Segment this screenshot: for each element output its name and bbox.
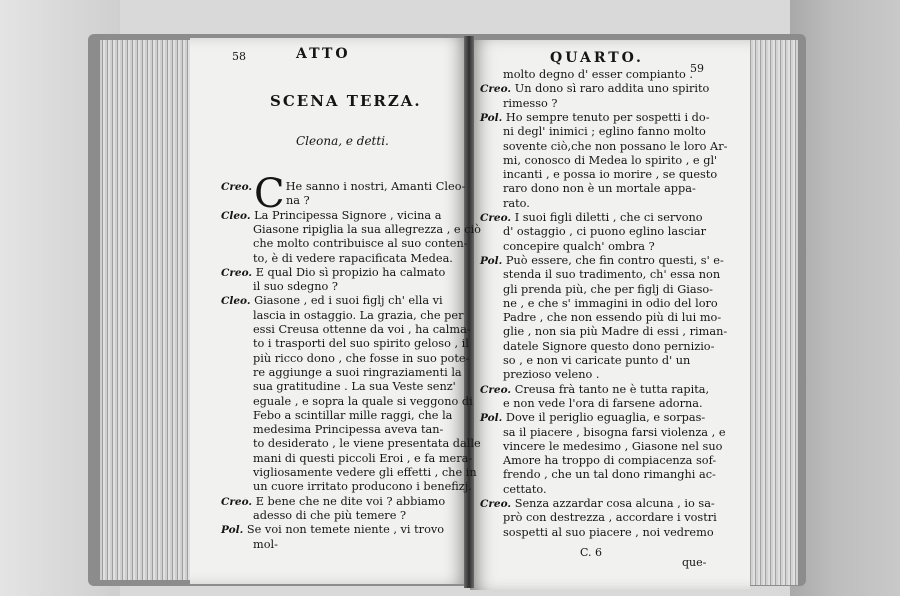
speaker-label: Creo.: [480, 383, 515, 396]
text-line: [503, 182, 696, 195]
text-line: [221, 266, 445, 280]
scene-title: SCENA TERZA.: [270, 92, 422, 110]
text-line: [253, 437, 481, 450]
line-text: glie , non sia più Madre di essi , riman-: [503, 325, 728, 339]
text-line: [253, 480, 472, 493]
text-line: [221, 294, 443, 308]
line-text: La Principessa Signore , vicina a: [254, 208, 442, 222]
line-text: vigliosamente vedere gli effetti , che in: [253, 466, 477, 479]
scene-persons: Cleona, e detti.: [296, 134, 389, 148]
line-text: cettato.: [503, 482, 547, 496]
text-line: [503, 454, 716, 467]
line-text: un cuore irritato producono i benefizj.: [253, 480, 472, 494]
line-text: e non vede l'ora di farsene adorna.: [503, 396, 703, 410]
text-line: [253, 309, 464, 322]
signature-mark: C. 6: [580, 546, 603, 559]
line-text: prezioso veleno .: [503, 368, 600, 382]
page-edges-left: [100, 40, 190, 580]
line-text: sua gratitudine . La sua Veste senz': [253, 380, 456, 394]
line-text: adesso di che più temere ?: [253, 508, 407, 522]
speaker-label: Creo.: [221, 266, 256, 279]
line-text: rimesso ?: [503, 96, 558, 110]
line-text: più ricco dono , che fosse in suo pote-: [253, 351, 470, 365]
line-text: incanti , e possa io morire , se questo: [503, 168, 718, 182]
text-line: [480, 383, 709, 397]
text-line: [253, 466, 477, 479]
text-line: [503, 368, 600, 381]
book-gutter: [464, 36, 474, 588]
line-text: E qual Dio sì propizio ha calmato: [255, 265, 446, 279]
text-line: [503, 97, 557, 110]
text-line: [503, 240, 655, 253]
text-line: [221, 495, 445, 509]
line-text: che molto contribuisce al suo conten-: [253, 237, 468, 251]
text-line: [480, 82, 709, 96]
text-line: [253, 452, 472, 465]
line-text: Ho sempre tenuto per sospetti i do-: [505, 110, 710, 124]
text-line: [480, 211, 703, 225]
line-text: I suoi figli diletti , che ci servono: [514, 211, 703, 224]
line-text: Padre , che non essendo più di lui mo-: [503, 311, 722, 325]
line-text: eguale , e sopra la quale si veggono di: [253, 394, 473, 408]
text-line: [503, 340, 714, 353]
text-line: [253, 380, 456, 393]
text-line: [286, 194, 310, 207]
line-text: He sanno i nostri, Amanti Cleo-: [285, 180, 466, 193]
line-text: to desiderato , le viene presentata dalle: [253, 437, 481, 451]
left-running-header: ATTO: [296, 46, 351, 62]
speaker-label: Pol.: [480, 412, 506, 425]
line-text: raro dono non è un mortale appa-: [503, 182, 696, 196]
text-line: [503, 283, 713, 296]
line-text: vincere le medesimo , Giasone nel suo: [503, 439, 723, 453]
line-text: mol-: [253, 537, 278, 551]
text-line: [221, 209, 441, 223]
line-text: Un dono sì raro addita uno spirito: [514, 82, 710, 96]
speaker-label: Creo.: [221, 495, 256, 508]
line-text: re aggiunge a suoi ringraziamenti la: [253, 365, 462, 379]
text-line: [503, 511, 717, 524]
text-line: [503, 168, 717, 181]
line-text: na ?: [286, 194, 310, 208]
text-line: [253, 223, 481, 236]
line-text: concepire qualch' ombra ?: [503, 239, 655, 253]
text-line: [221, 180, 465, 194]
speaker-label: Creo.: [480, 498, 515, 510]
text-line: [503, 225, 706, 238]
speaker-label: Creo.: [480, 212, 515, 224]
text-line: [480, 497, 715, 511]
text-line: [253, 280, 338, 293]
text-line: [503, 125, 706, 138]
line-text: essi Creusa ottenne da voi , ha calma-: [253, 323, 471, 336]
line-text: datele Signore questo dono pernizio-: [503, 339, 715, 353]
text-line: [503, 483, 547, 496]
text-line: [253, 323, 471, 336]
line-text: sospetti al suo piacere , noi vedremo: [503, 525, 714, 539]
text-line: [480, 254, 724, 268]
text-line: [480, 411, 705, 425]
text-line: [503, 426, 726, 439]
text-line: [503, 68, 693, 81]
text-line: [253, 237, 468, 250]
line-text: sovente ciò,che non possano le loro Ar-: [503, 139, 728, 153]
page-edges-right: [748, 40, 798, 585]
text-line: [253, 252, 453, 265]
text-line: [503, 440, 722, 453]
text-line: [253, 409, 452, 422]
speaker-label: Cleo.: [221, 209, 255, 222]
line-text: Febo a scintillar mille raggi, che la: [253, 408, 453, 422]
text-line: [503, 397, 703, 410]
speaker-label: Pol.: [221, 524, 247, 537]
line-text: Giasone ripiglia la sua allegrezza , e ciò: [253, 222, 481, 236]
line-text: to, è di vedere rapacificata Medea.: [253, 251, 453, 265]
right-page-number: 59: [690, 62, 704, 75]
text-line: [253, 509, 406, 522]
line-text: d' ostaggio , ci puono eglino lasciar: [503, 225, 706, 239]
line-text: molto degno d' esser compianto .: [503, 68, 693, 81]
line-text: prò con destrezza , accordare i vostri: [503, 511, 717, 525]
speaker-label: Creo.: [221, 181, 256, 193]
text-line: [503, 154, 717, 167]
text-line: [503, 268, 720, 281]
speaker-label: Pol.: [480, 254, 506, 267]
line-text: ne , e che s' immagini in odio del loro: [503, 296, 718, 310]
text-line: [253, 352, 469, 365]
text-line: [503, 197, 530, 210]
text-line: [503, 297, 718, 310]
speaker-label: Pol.: [480, 111, 506, 124]
line-text: so , e non vi caricate punto d' un: [503, 354, 691, 367]
text-line: [503, 354, 690, 367]
text-line: [253, 395, 473, 408]
line-text: ni degl' inimici ; eglino fanno molto: [503, 125, 706, 139]
line-text: medesima Principessa aveva tan-: [253, 423, 444, 437]
left-page-number: 58: [232, 50, 246, 63]
line-text: lascia in ostaggio. La grazia, che per: [253, 308, 464, 322]
line-text: Dove il periglio eguaglia, e sorpas-: [505, 411, 706, 425]
line-text: sa il piacere , bisogna farsi violenza , e: [503, 425, 726, 439]
text-line: [503, 311, 721, 324]
line-text: Creusa frà tanto ne è tutta rapita,: [514, 382, 710, 396]
background-right: [790, 0, 900, 596]
line-text: Amore ha troppo di compiacenza sof-: [503, 454, 717, 468]
line-text: rato.: [503, 196, 530, 210]
line-text: mi, conosco di Medea lo spirito , e gl': [503, 153, 718, 167]
line-text: stenda il suo tradimento, ch' essa non: [503, 268, 721, 282]
text-line: [221, 523, 444, 537]
text-line: [253, 423, 443, 436]
text-line: [503, 325, 727, 338]
line-text: E bene che ne dite voi ? abbiamo: [255, 494, 446, 508]
text-line: [253, 366, 462, 379]
line-text: Può essere, che fin contro questi, s' e-: [505, 253, 724, 267]
catchword: que-: [682, 556, 707, 569]
right-running-header: QUARTO.: [550, 50, 644, 66]
line-text: to i trasporti del suo spirito geloso , il: [253, 337, 469, 351]
line-text: il suo sdegno ?: [253, 280, 338, 294]
text-line: [503, 526, 714, 539]
text-line: [480, 111, 710, 125]
line-text: frendo , che un tal dono rimanghi ac-: [503, 468, 716, 482]
speaker-label: Creo.: [480, 83, 515, 96]
text-line: [503, 140, 727, 153]
drop-cap: C: [254, 171, 285, 217]
line-text: mani di questi piccoli Eroi , e fa mera-: [253, 451, 473, 465]
line-text: gli prenda più, che per figlj di Giaso-: [503, 282, 713, 296]
speaker-label: Cleo.: [221, 295, 255, 308]
text-line: [253, 538, 278, 551]
text-line: [503, 468, 716, 481]
text-line: [253, 337, 469, 350]
line-text: Se voi non temete niente , vi trovo: [246, 523, 445, 537]
line-text: Senza azzardar cosa alcuna , io sa-: [514, 497, 715, 510]
line-text: Giasone , ed i suoi figlj ch' ella vi: [254, 294, 443, 308]
